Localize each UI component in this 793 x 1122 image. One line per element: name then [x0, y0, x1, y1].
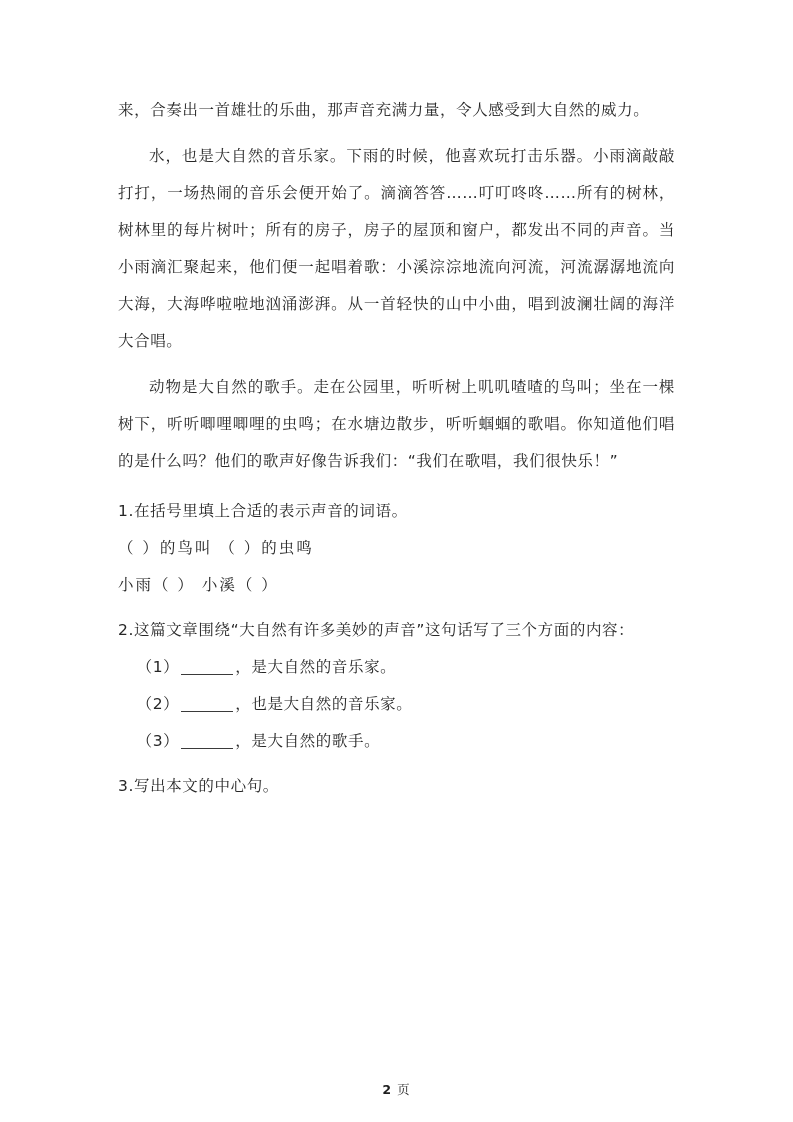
question-2-subitem-1: [118, 649, 675, 686]
question-2-subitem-3: [118, 723, 675, 760]
question-2-stem: 2.这篇文章围绕“大自然有许多美妙的声音”这句话写了三个方面的内容：: [118, 621, 635, 639]
question-1-line-1: （ ）的鸟叫 （ ）的虫鸣: [118, 539, 314, 557]
question-1-line-2: 小雨（ ） 小溪（ ）: [118, 576, 279, 594]
subitem-prefix: （3）: [136, 732, 180, 750]
paragraph-2: 水，也是大自然的音乐家。下雨的时候，他喜欢玩打击乐器。小雨滴敲敲打打，一场热闹的音乐会便开始了。滴滴答答……叮叮咚咚……所有的树林，树林里的每片树叶；所有的房子，房子的屋顶和窗户，都发出不同的声音。当小雨滴汇聚起来，他们便一起唱着歌：小溪淙淙地流向河流，河流潺潺地流向大海，大海哗啦啦地汹涌澎湃。从一首轻快的山中小曲，唱到波澜壮阔的海洋大合唱。: [118, 147, 675, 350]
question-spacer: [118, 604, 675, 612]
subitem-suffix: ，是大自然的音乐家。: [235, 658, 397, 676]
subitem-suffix: ，也是大自然的音乐家。: [235, 695, 413, 713]
footer-page-number: 2: [382, 1082, 393, 1097]
subitem-prefix: （2）: [136, 695, 180, 713]
page-footer: [0, 1080, 793, 1098]
subitem-prefix: （1）: [136, 658, 180, 676]
answer-blank: [181, 732, 233, 749]
question-spacer: [118, 760, 675, 768]
answer-blank: [181, 658, 233, 675]
paragraph-1: 来，合奏出一首雄壮的乐曲，那声音充满力量，令人感受到大自然的威力。: [118, 101, 650, 119]
document-body: [118, 92, 675, 805]
question-2-subitem-2: [118, 686, 675, 723]
question-spacer: [118, 483, 675, 493]
answer-blank: [181, 695, 233, 712]
subitem-suffix: ，是大自然的歌手。: [235, 732, 381, 750]
question-1-stem: 1.在括号里填上合适的表示声音的词语。: [118, 502, 408, 520]
footer-page-unit: 页: [397, 1082, 411, 1097]
paragraph-3: 动物是大自然的歌手。走在公园里，听听树上叽叽喳喳的鸟叫；坐在一棵树下，听听唧哩唧哩的虫鸣；在水塘边散步，听听蝈蝈的歌唱。你知道他们唱的是什么吗？他们的歌声好像告诉我们：“我们在歌唱，我们很快乐！”: [118, 378, 675, 470]
question-3-stem: 3.写出本文的中心句。: [118, 777, 279, 795]
